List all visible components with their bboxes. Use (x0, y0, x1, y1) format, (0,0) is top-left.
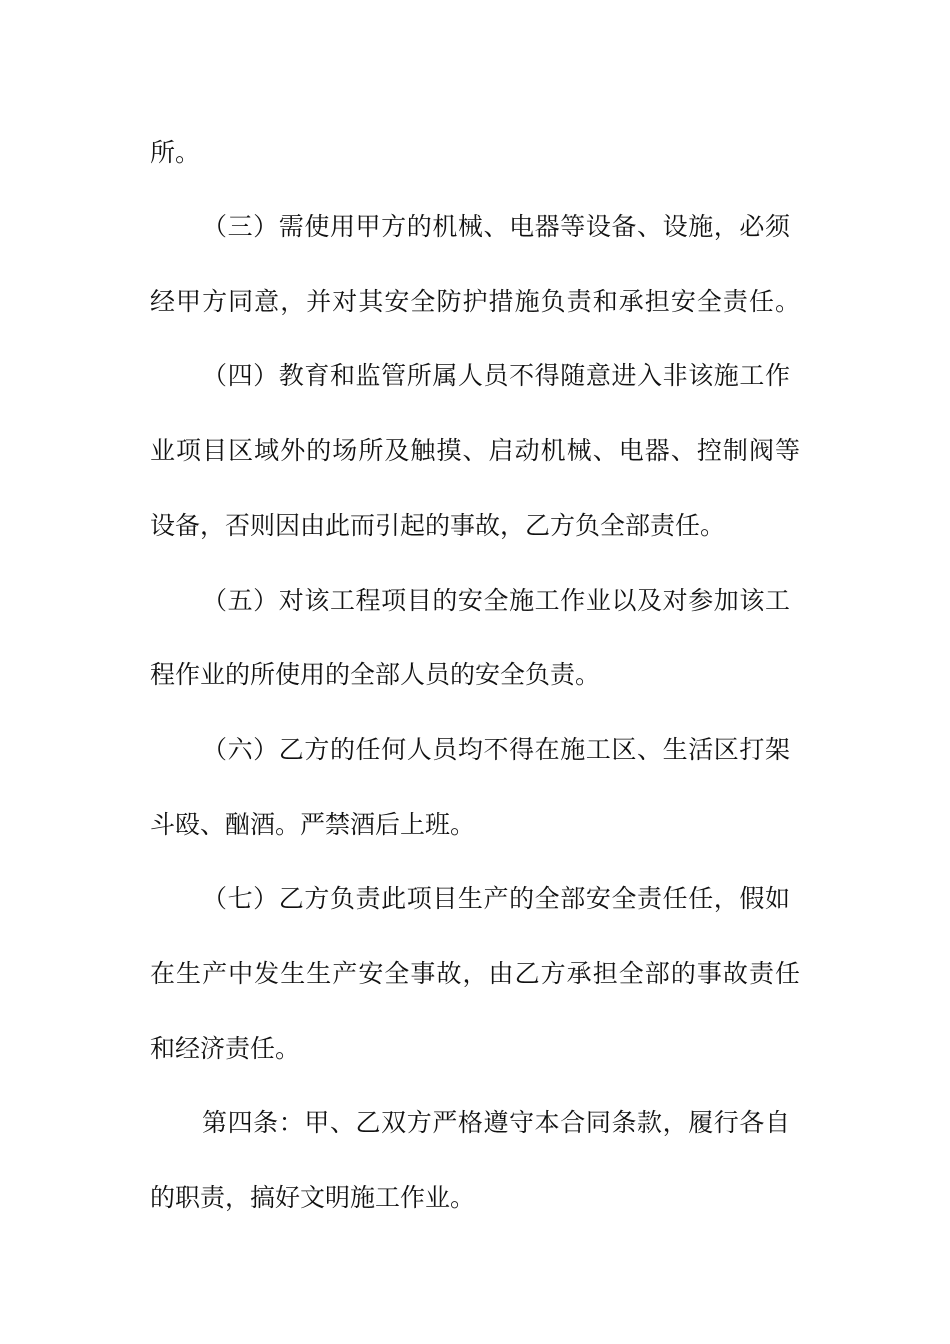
paragraph-line: 斗殴、酗酒。严禁酒后上班。 (150, 810, 476, 839)
paragraph-line: 程作业的所使用的全部人员的安全负责。 (150, 660, 601, 689)
paragraph-line: 在生产中发生生产安全事故，由乙方承担全部的事故责任 (150, 959, 800, 988)
paragraph-line: （六）乙方的任何人员均不得在施工区、生活区打架 (202, 735, 790, 764)
paragraph-line: （四）教育和监管所属人员不得随意进入非该施工作 (202, 361, 790, 390)
paragraph-line: 所。 (150, 138, 201, 167)
paragraph-line: 和经济责任。 (150, 1034, 301, 1063)
paragraph-line: 的职责，搞好文明施工作业。 (150, 1183, 476, 1212)
paragraph-line: 业项目区域外的场所及触摸、启动机械、电器、控制阀等 (150, 436, 800, 465)
paragraph-line: （五）对该工程项目的安全施工作业以及对参加该工 (202, 586, 790, 615)
paragraph-line: 第四条：甲、乙双方严格遵守本合同条款，履行各自 (202, 1108, 790, 1137)
paragraph-line: 设备，否则因由此而引起的事故，乙方负全部责任。 (150, 511, 726, 540)
paragraph-line: （七）乙方负责此项目生产的全部安全责任任，假如 (202, 884, 790, 913)
paragraph-line: （三）需使用甲方的机械、电器等设备、设施，必须 (202, 212, 790, 241)
paragraph-line: 经甲方同意，并对其安全防护措施负责和承担安全责任。 (150, 287, 800, 316)
